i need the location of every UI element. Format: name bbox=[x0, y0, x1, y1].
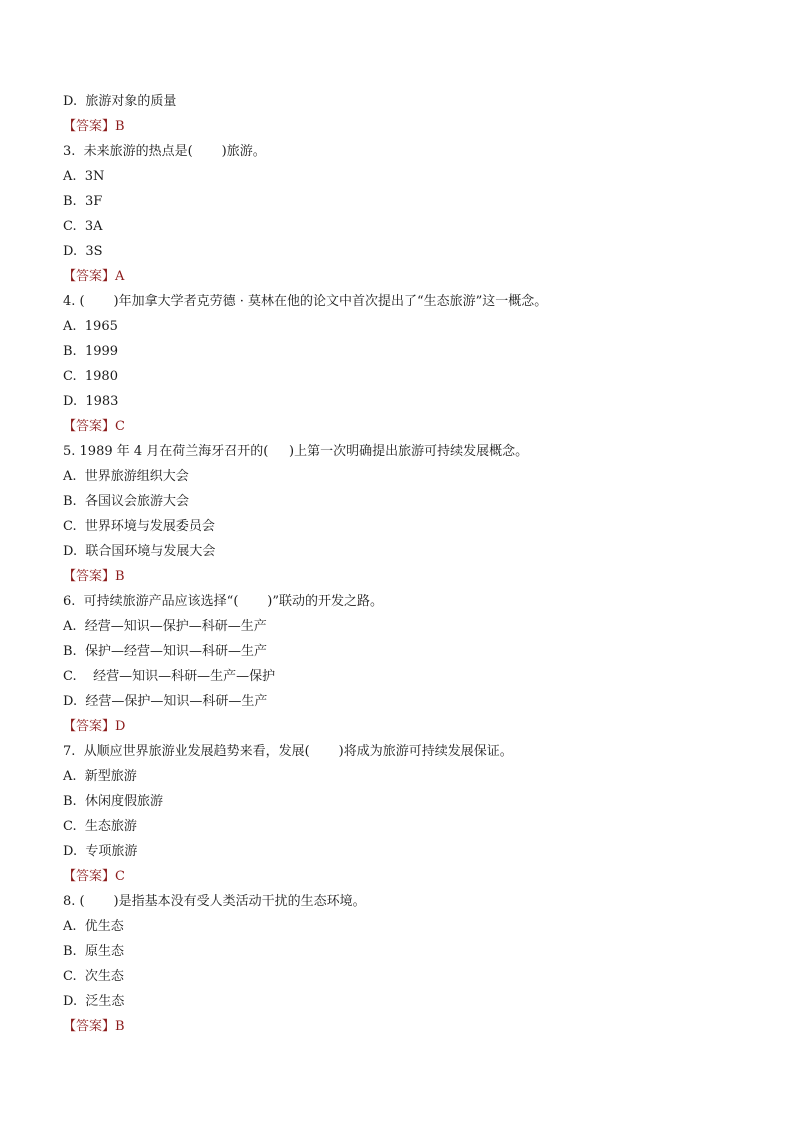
answer-line bbox=[63, 564, 743, 589]
answer-option: A. 世界旅游组织大会 bbox=[63, 469, 189, 484]
answer-line bbox=[63, 414, 743, 439]
answer-label: 【答案】 bbox=[63, 869, 116, 884]
answer-label: 【答案】 bbox=[63, 419, 116, 434]
answer-option: C. 3A bbox=[63, 219, 103, 234]
answer-value: A bbox=[115, 269, 125, 284]
answer-value: C bbox=[115, 869, 125, 884]
answer-label: 【答案】 bbox=[63, 269, 116, 284]
question-stem: 3. 未来旅游的热点是( )旅游。 bbox=[63, 144, 266, 159]
answer-option: A. 1965 bbox=[63, 319, 118, 334]
answer-option: D. 1983 bbox=[63, 394, 119, 409]
answer-option: C. 1980 bbox=[63, 369, 118, 384]
answer-value: B bbox=[115, 1019, 125, 1034]
answer-option: C. 经营—知识—科研—生产—保护 bbox=[63, 669, 276, 684]
answer-label: 【答案】 bbox=[63, 569, 116, 584]
answer-line bbox=[63, 714, 743, 739]
question-stem: 8. ( )是指基本没有受人类活动干扰的生态环境。 bbox=[63, 894, 366, 909]
answer-option: C. 次生态 bbox=[63, 969, 124, 984]
answer-line bbox=[63, 864, 743, 889]
answer-option: B. 1999 bbox=[63, 344, 119, 359]
answer-option: B. 保护—经营—知识—科研—生产 bbox=[63, 644, 267, 659]
answer-option: A. 经营—知识—保护—科研—生产 bbox=[63, 619, 267, 634]
answer-option: D. 专项旅游 bbox=[63, 844, 138, 859]
answer-option: D. 旅游对象的质量 bbox=[63, 94, 177, 109]
answer-option: A. 3N bbox=[63, 169, 105, 184]
question-stem: 7. 从顺应世界旅游业发展趋势来看，发展( )将成为旅游可持续发展保证。 bbox=[63, 744, 513, 759]
answer-option: A. 新型旅游 bbox=[63, 769, 137, 784]
answer-option: D. 3S bbox=[63, 244, 103, 259]
answer-option: D. 联合国环境与发展大会 bbox=[63, 544, 216, 559]
question-stem: 5. 1989 年 4 月在荷兰海牙召开的( )上第一次明确提出旅游可持续发展概念。 bbox=[63, 444, 529, 459]
answer-line bbox=[63, 114, 743, 139]
answer-line bbox=[63, 264, 743, 289]
question-stem: 4. ( )年加拿大学者克劳德 · 莫林在他的论文中首次提出了“生态旅游”这一概念。 bbox=[63, 294, 548, 309]
answer-value: D bbox=[115, 719, 126, 734]
answer-option: B. 原生态 bbox=[63, 944, 124, 959]
answer-label: 【答案】 bbox=[63, 719, 116, 734]
question-stem: 6. 可持续旅游产品应该选择“( )”联动的开发之路。 bbox=[63, 594, 384, 609]
answer-option: B. 各国议会旅游大会 bbox=[63, 494, 189, 509]
answer-label: 【答案】 bbox=[63, 119, 116, 134]
answer-option: D. 经营—保护—知识—科研—生产 bbox=[63, 694, 268, 709]
answer-value: B bbox=[115, 119, 125, 134]
answer-line bbox=[63, 1014, 743, 1039]
answer-value: B bbox=[115, 569, 125, 584]
answer-option: A. 优生态 bbox=[63, 919, 124, 934]
question-list bbox=[63, 89, 743, 1039]
answer-label: 【答案】 bbox=[63, 1019, 116, 1034]
answer-option: D. 泛生态 bbox=[63, 994, 125, 1009]
answer-option: B. 3F bbox=[63, 194, 103, 209]
answer-option: C. 世界环境与发展委员会 bbox=[63, 519, 215, 534]
answer-value: C bbox=[115, 419, 125, 434]
answer-option: C. 生态旅游 bbox=[63, 819, 137, 834]
answer-option: B. 休闲度假旅游 bbox=[63, 794, 163, 809]
